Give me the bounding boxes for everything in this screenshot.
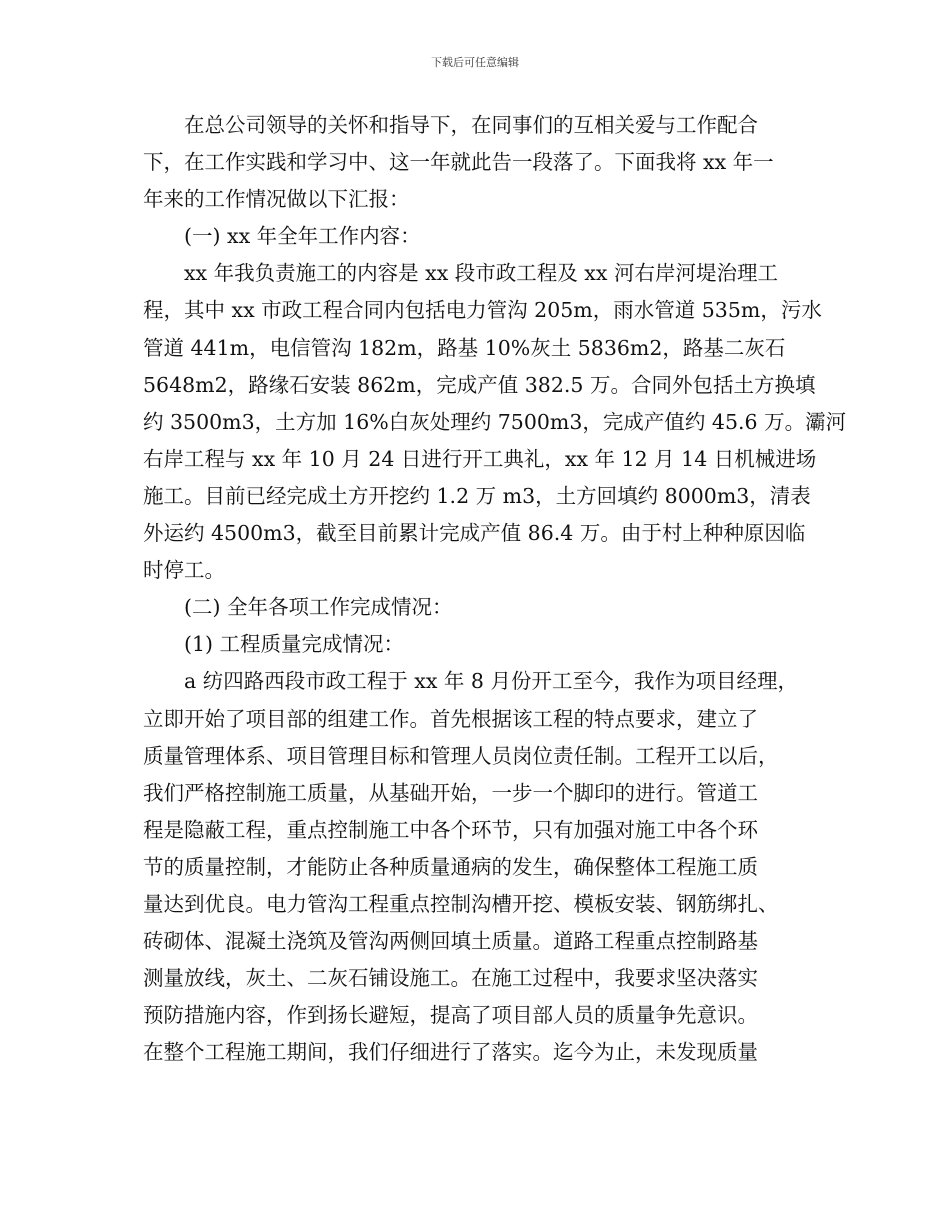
- text-line: 下，在工作实践和学习中、这一年就此告一段落了。下面我将 xx 年一: [143, 150, 774, 175]
- text-line: 测量放线，灰土、二灰石铺设施工。在施工过程中，我要求坚决落实: [143, 966, 758, 991]
- text-line: 施工。目前已经完成土方开挖约 1.2 万 m3，土方回填约 8000m3，清表: [143, 483, 811, 508]
- text-line: 在总公司领导的关怀和指导下，在同事们的互相关爱与工作配合: [184, 113, 758, 137]
- text-line: a 纺四路西段市政工程于 xx 年 8 月份开工至今，我作为项目经理，: [184, 669, 798, 694]
- text-line: 右岸工程与 xx 年 10 月 24 日进行开工典礼，xx 年 12 月 14 日机械进场: [143, 446, 817, 471]
- text-line: 质量管理体系、项目管理目标和管理人员岗位责任制。工程开工以后，: [143, 743, 779, 768]
- text-line: (二) 全年各项工作完成情况：: [184, 595, 453, 620]
- text-line: 程，其中 xx 市政工程合同内包括电力管沟 205m，雨水管道 535m，污水: [143, 298, 822, 323]
- paragraph-intro: [143, 107, 813, 218]
- text-line: 约 3500m3，土方加 16%白灰处理约 7500m3，完成产值约 45.6 万。灞河: [143, 409, 847, 434]
- paragraph-quality: [143, 663, 813, 1071]
- text-line: 在整个工程施工期间，我们仔细进行了落实。迄今为止，未发现质量: [143, 1040, 758, 1065]
- text-line: 外运约 4500m3，截至目前累计完成产值 86.4 万。由于村上种种原因临: [143, 521, 806, 546]
- text-line: 时停工。: [143, 558, 225, 583]
- text-line: 立即开始了项目部的组建工作。首先根据该工程的特点要求，建立了: [143, 706, 758, 731]
- text-line: 我们严格控制施工质量，从基础开始，一步一个脚印的进行。管道工: [143, 780, 758, 805]
- page-header-note: 下载后可任意编辑: [431, 56, 519, 69]
- section-heading-work-content: [143, 218, 813, 255]
- text-line: 程是隐蔽工程，重点控制施工中各个环节，只有加强对施工中各个环: [143, 817, 758, 842]
- text-line: xx 年我负责施工的内容是 xx 段市政工程及 xx 河右岸河堤治理工: [184, 261, 778, 286]
- document-body: [143, 107, 847, 1071]
- subsection-heading-quality: [143, 626, 813, 663]
- section-heading-completion: [143, 589, 813, 626]
- text-line: 管道 441m，电信管沟 182m，路基 10%灰土 5836m2，路基二灰石: [143, 335, 786, 360]
- text-line: (1) 工程质量完成情况：: [184, 632, 405, 657]
- paragraph-work-content: [143, 255, 847, 589]
- text-line: 节的质量控制，才能防止各种质量通病的发生，确保整体工程施工质: [143, 854, 758, 879]
- text-line: (一) xx 年全年工作内容：: [184, 224, 421, 249]
- text-line: 年来的工作情况做以下汇报：: [143, 187, 410, 212]
- text-line: 砖砌体、混凝土浇筑及管沟两侧回填土质量。道路工程重点控制路基: [143, 929, 758, 954]
- text-line: 量达到优良。电力管沟工程重点控制沟槽开挖、模板安装、钢筋绑扎、: [143, 891, 779, 916]
- text-line: 5648m2，路缘石安装 862m，完成产值 382.5 万。合同外包括土方换填: [143, 372, 816, 397]
- text-line: 预防措施内容，作到扬长避短，提高了项目部人员的质量争先意识。: [143, 1003, 758, 1028]
